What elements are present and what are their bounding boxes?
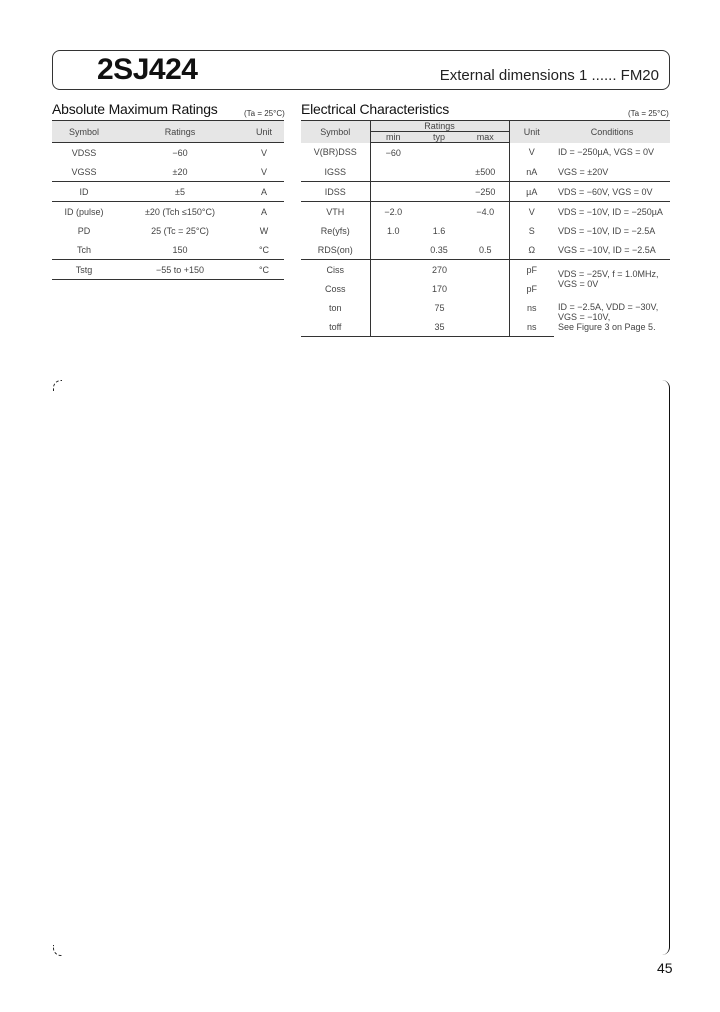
column-header: typ (416, 132, 462, 143)
symbol-cell: Coss (301, 279, 370, 298)
unit-cell: µA (509, 182, 554, 202)
electrical-characteristics-table (301, 120, 670, 337)
typ-cell: 270 (370, 260, 509, 280)
unit-cell: pF (509, 260, 554, 280)
frame-corner-bottom-left (53, 945, 62, 956)
max-cell: −4.0 (462, 202, 509, 222)
symbol-cell: PD (77, 225, 91, 236)
unit-cell: W (259, 225, 269, 236)
conditions-cell: ID = −250µA, VGS = 0V (558, 147, 654, 158)
symbol-cell: Ciss (301, 260, 370, 280)
table-row (301, 298, 670, 317)
conditions-cell: VDS = −10V, ID = −2.5A (558, 225, 656, 236)
rating-cell: 25 (Tc = 25°C) (151, 225, 209, 236)
symbol-cell: Tstg (52, 260, 116, 280)
condition-line: VGS = −10V, (558, 312, 611, 323)
unit-cell: S (528, 225, 535, 236)
external-dimensions: External dimensions 1 ...... FM20 (439, 67, 659, 84)
rating-cell: ±20 (Tch ≤150°C) (116, 202, 244, 222)
absolute-maximum-ratings-table (52, 120, 284, 280)
table-row (52, 240, 284, 260)
conditions-cell: VGS = −10V, ID = −2.5A (558, 244, 656, 255)
table-header-row (52, 121, 284, 143)
unit-cell: V (528, 147, 535, 158)
column-header: max (462, 132, 509, 143)
table-row (52, 162, 284, 182)
typ-cell: 35 (370, 317, 509, 337)
symbol-cell: ID (pulse) (52, 202, 116, 222)
symbol-cell: IGSS (301, 162, 370, 182)
symbol-cell: VTH (301, 202, 370, 222)
typ-cell: 0.35 (430, 244, 448, 255)
condition-line: VGS = 0V (558, 279, 599, 289)
table-header-row (301, 121, 670, 132)
condition-line: VDS = −25V, f = 1.0MHz, (558, 269, 659, 279)
rating-cell: −60 (172, 147, 188, 158)
unit-cell: V (260, 166, 267, 177)
unit-cell: °C (244, 260, 284, 280)
table-row (52, 202, 284, 222)
part-title-box (52, 50, 670, 90)
conditions-cell-switching (554, 298, 670, 337)
amr-title: Absolute Maximum Ratings (52, 101, 218, 117)
table-row (301, 182, 670, 202)
symbol-cell: Re(yfs) (301, 221, 370, 240)
rating-cell: ±20 (172, 166, 188, 177)
min-cell: 1.0 (386, 225, 400, 236)
column-header: Ratings (116, 121, 244, 143)
typ-cell: 1.6 (432, 225, 446, 236)
conditions-cell: VGS = ±20V (558, 166, 609, 177)
rating-cell: −55 to +150 (116, 260, 244, 280)
ec-title: Electrical Characteristics (301, 101, 450, 117)
min-cell (370, 162, 416, 182)
unit-cell: V (509, 202, 554, 222)
symbol-cell: RDS(on) (301, 240, 370, 260)
unit-cell: pF (526, 283, 537, 294)
max-cell (462, 221, 509, 240)
rating-cell: ±5 (116, 182, 244, 202)
part-number: 2SJ424 (97, 53, 198, 86)
typ-cell (416, 202, 462, 222)
page-number: 45 (657, 960, 673, 976)
rating-cell: 150 (172, 244, 188, 255)
table-row (52, 182, 284, 202)
typ-cell (416, 182, 462, 202)
symbol-cell: IDSS (301, 182, 370, 202)
typ-cell: 170 (370, 279, 509, 298)
frame-corner-top-left (53, 380, 62, 391)
table-row (301, 221, 670, 240)
condition-line: See Figure 3 on Page 5. (558, 322, 656, 333)
min-cell: −2.0 (370, 202, 416, 222)
unit-cell: V (260, 147, 267, 158)
column-header: Symbol (52, 121, 116, 143)
table-row (301, 143, 670, 163)
symbol-cell: ton (301, 298, 370, 317)
table-row (301, 260, 670, 280)
condition-line: ID = −2.5A, VDD = −30V, (558, 302, 659, 313)
table-row (52, 221, 284, 240)
symbol-cell: toff (301, 317, 370, 337)
conditions-cell: VDS = −10V, ID = −250µA (554, 202, 670, 222)
column-header: Symbol (301, 121, 370, 143)
symbol-cell: Tch (76, 244, 91, 255)
symbol-cell: ID (52, 182, 116, 202)
unit-cell: °C (258, 244, 270, 255)
symbol-cell: VGSS (71, 166, 97, 177)
max-cell: 0.5 (462, 240, 509, 260)
typ-cell (416, 143, 462, 163)
table-row (52, 143, 284, 163)
table-row (301, 240, 670, 260)
conditions-cell: VDS = −60V, VGS = 0V (554, 182, 670, 202)
table-row (301, 202, 670, 222)
conditions-cell-capacitance (554, 260, 670, 299)
min-cell (370, 182, 416, 202)
typ-cell (416, 162, 462, 182)
max-cell (462, 143, 509, 163)
amr-condition: (Ta = 25°C) (244, 109, 285, 118)
unit-cell: Ω (528, 244, 536, 255)
unit-cell: ns (526, 302, 537, 313)
symbol-cell: VDSS (71, 147, 97, 158)
unit-cell: A (244, 182, 284, 202)
max-cell: −250 (462, 182, 509, 202)
table-row (52, 260, 284, 280)
min-cell (370, 240, 416, 260)
column-header: Unit (509, 121, 554, 143)
frame-right-edge (660, 380, 670, 955)
symbol-cell: V(BR)DSS (301, 143, 370, 163)
column-header: Conditions (554, 121, 670, 143)
unit-cell: A (244, 202, 284, 222)
column-header: Unit (244, 121, 284, 143)
unit-cell: nA (526, 166, 538, 177)
max-cell: ±500 (462, 162, 509, 182)
column-header: Ratings (370, 121, 509, 132)
column-header: min (370, 132, 416, 143)
ec-condition: (Ta = 25°C) (628, 109, 669, 118)
typ-cell: 75 (370, 298, 509, 317)
min-cell: −60 (385, 147, 401, 158)
unit-cell: ns (509, 317, 554, 337)
table-row (301, 162, 670, 182)
